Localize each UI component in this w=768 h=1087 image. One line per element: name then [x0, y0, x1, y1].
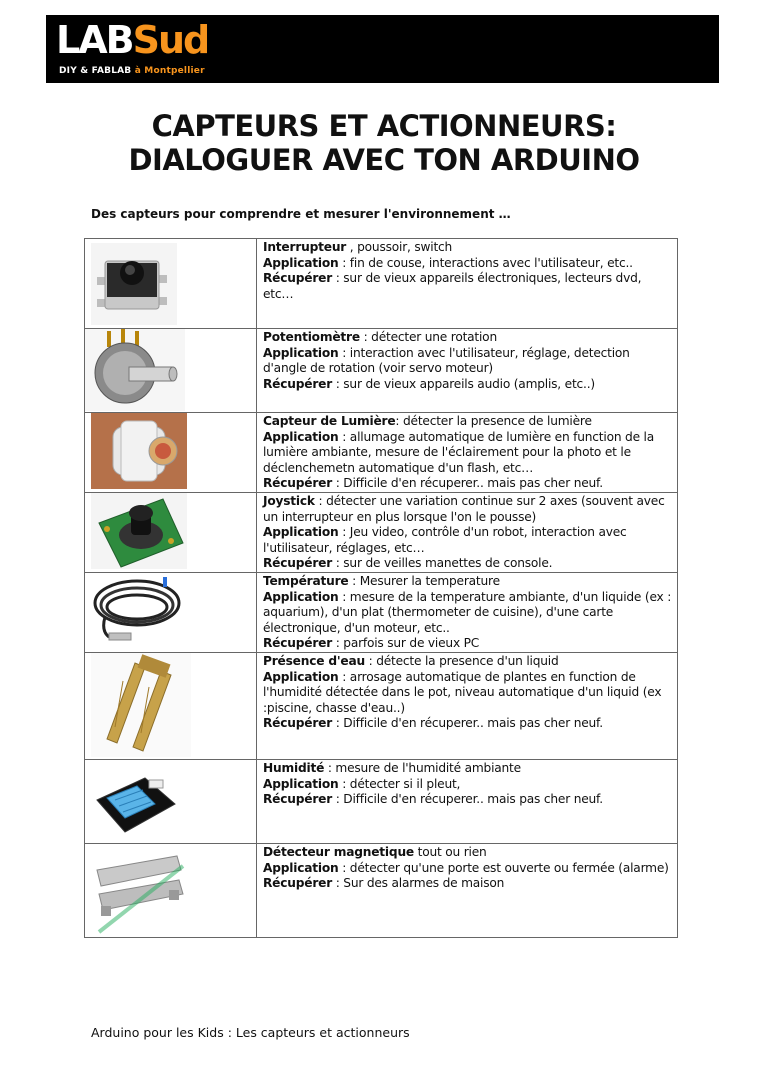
- table-row: [85, 572, 678, 652]
- table-row: [85, 329, 678, 413]
- sensor-description: Potentiomètre : détecter une rotation Application : interaction avec l'utilisateur, réglage, detection d'angle de rotation (voir servo moteur) Récupérer : sur de vieux appareils audio (amplis, etc..): [257, 329, 678, 413]
- sensor-table: [84, 238, 678, 938]
- temperature-probe-image: [85, 573, 256, 649]
- sensor-description: Température : Mesurer la temperature Application : mesure de la temperature ambiante, d'un liquide (ex : aquarium), d'un plat (thermometer de cuisine), d'une carte électronique, d'un moteur, etc.. Récupérer : parfois sur de vieux PC: [257, 572, 678, 652]
- sensor-description: Interrupteur , poussoir, switch Application : fin de couse, interactions avec l'utilisateur, etc.. Récupérer : sur de vieux appareils électroniques, lecteurs dvd, etc…: [257, 239, 678, 329]
- page-footer: Arduino pour les Kids : Les capteurs et actionneurs: [91, 1025, 410, 1040]
- header-banner: [46, 15, 719, 83]
- potentiometer-image: [85, 329, 256, 411]
- page-title-line-2: DIALOGUER AVEC TON ARDUINO: [128, 143, 640, 177]
- table-row: [85, 652, 678, 759]
- water-sensor-image: [85, 653, 256, 757]
- sensor-image-cell: [85, 329, 257, 413]
- table-row: [85, 492, 678, 572]
- sensor-description: Capteur de Lumière: détecter la presence de lumière Application : allumage automatique de lumière en function de la lumière ambiante, mesure de l'éclairement pour la photo et le déclenchemetn automatique d'un flash, etc… Récupérer : Difficile d'en récuperer.. mais pas cher neuf.: [257, 413, 678, 493]
- push-button-image: [85, 239, 256, 327]
- sensor-image-cell: [85, 239, 257, 329]
- sensor-image-cell: [85, 492, 257, 572]
- sensor-image-cell: [85, 413, 257, 493]
- magnetic-detector-image: [85, 844, 256, 936]
- table-row: [85, 413, 678, 493]
- labsud-logo: [56, 18, 209, 79]
- sensor-description: Détecteur magnetique tout ou rien Application : détecter qu'une porte est ouverte ou fermée (alarme) Récupérer : Sur des alarmes de maison: [257, 843, 678, 937]
- logo-tagline: DIY & FABLAB à Montpellier: [59, 66, 205, 76]
- logo-lab-text: LAB: [56, 18, 133, 62]
- section-subtitle: Des capteurs pour comprendre et mesurer l'environnement …: [91, 207, 511, 221]
- joystick-image: [85, 493, 256, 569]
- sensor-image-cell: [85, 759, 257, 843]
- sensor-image-cell: [85, 843, 257, 937]
- table-row: [85, 759, 678, 843]
- sensor-image-cell: [85, 652, 257, 759]
- humidity-sensor-image: [85, 760, 256, 842]
- sensor-description: Humidité : mesure de l'humidité ambiante Application : détecter si il pleut, Récupérer : Difficile d'en récuperer.. mais pas cher neuf.: [257, 759, 678, 843]
- table-row: [85, 239, 678, 329]
- sensor-image-cell: [85, 572, 257, 652]
- light-sensor-image: [85, 413, 256, 489]
- table-row: [85, 843, 678, 937]
- sensor-description: Joystick : détecter une variation continue sur 2 axes (souvent avec un interrupteur en plus lorsque l'on le pousse) Application : Jeu video, contrôle d'un robot, interaction avec l'utilisateur, réglages, etc… Récupérer : sur de veilles manettes de console.: [257, 492, 678, 572]
- page-title-line-1: CAPTEURS ET ACTIONNEURS:: [151, 109, 617, 143]
- logo-sud-text: Sud: [132, 18, 209, 62]
- sensor-description: Présence d'eau : détecte la presence d'un liquid Application : arrosage automatique de plantes en function de l'humidité détectée dans le pot, niveau automatique d'un liquid (ex :piscine, chasse d'eau..) Récupérer : Difficile d'en récuperer.. mais pas cher neuf.: [257, 652, 678, 759]
